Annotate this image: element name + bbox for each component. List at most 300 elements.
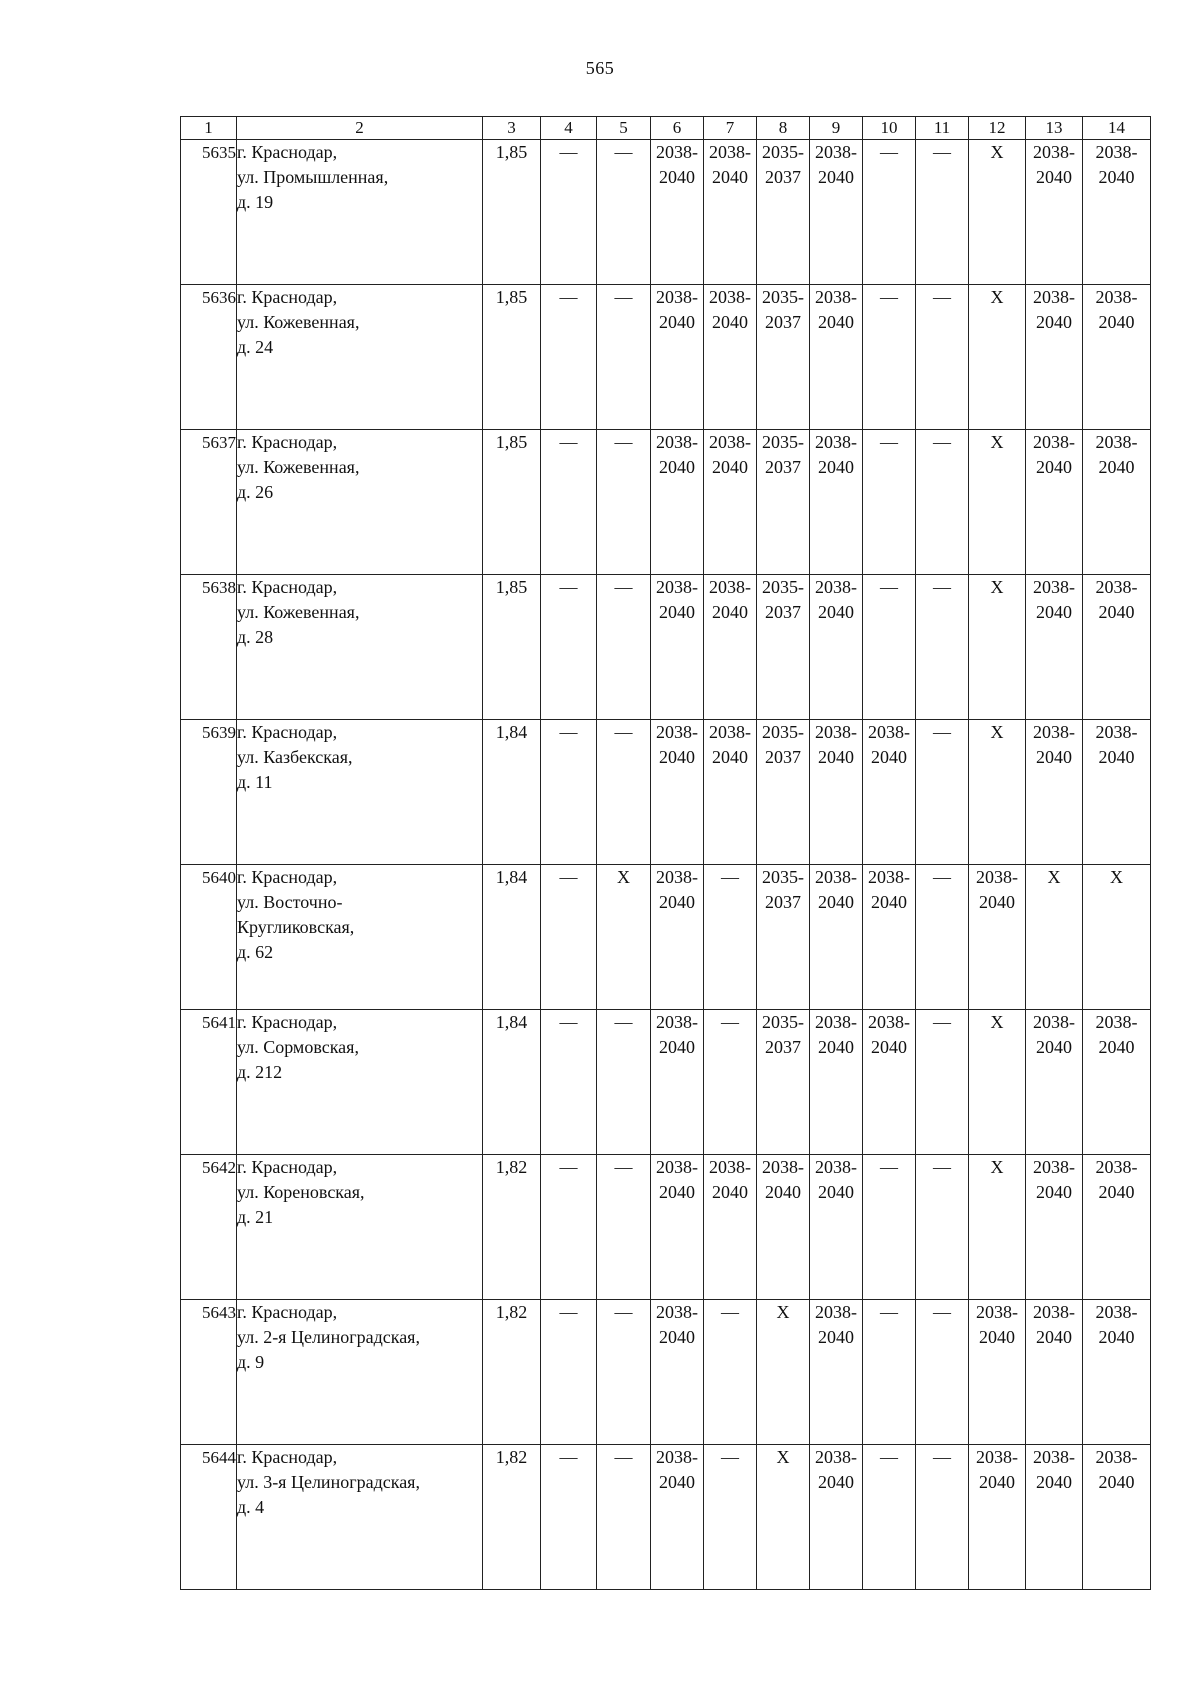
cell-line: 2040 <box>765 1182 801 1202</box>
cell-line: 2038- <box>1033 1012 1075 1032</box>
cell-line: 2040 <box>1098 167 1135 187</box>
address-line: ул. Кореновская, <box>237 1182 365 1202</box>
cell-col-10: — <box>863 140 916 285</box>
cell-col-12: Х <box>969 575 1026 720</box>
cell-line: 2040 <box>1098 1327 1135 1347</box>
cell-col-10 <box>863 1010 916 1155</box>
column-header: 10 <box>863 117 916 140</box>
cell-col-7 <box>704 430 757 575</box>
cell-line: 2040 <box>818 602 854 622</box>
cell-line: 2040 <box>659 457 695 477</box>
cell-col-8: Х <box>757 1300 810 1445</box>
cell-line: 2040 <box>659 1327 695 1347</box>
cell-col-8 <box>757 1010 810 1155</box>
cell-col-5: — <box>597 285 651 430</box>
cell-line: 2038- <box>656 1157 698 1177</box>
cell-col-13 <box>1026 140 1083 285</box>
cell-col-3: 1,84 <box>483 865 541 1010</box>
address-line: г. Краснодар, <box>237 432 338 452</box>
cell-col-12 <box>969 1445 1026 1590</box>
cell-line: 2040 <box>712 167 748 187</box>
cell-col-5: — <box>597 1155 651 1300</box>
cell-col-11: — <box>916 720 969 865</box>
cell-line: 2040 <box>712 1182 748 1202</box>
cell-line: 2035- <box>762 867 804 887</box>
cell-col-5: — <box>597 140 651 285</box>
address-cell <box>237 720 483 865</box>
cell-col-10: — <box>863 1155 916 1300</box>
cell-line: 2040 <box>712 457 748 477</box>
cell-col-5: — <box>597 720 651 865</box>
cell-line: 2035- <box>762 432 804 452</box>
cell-line: 2038- <box>1095 432 1138 452</box>
address-cell <box>237 575 483 720</box>
cell-col-5: — <box>597 1300 651 1445</box>
cell-col-13 <box>1026 720 1083 865</box>
cell-col-14 <box>1083 1010 1151 1155</box>
cell-col-5: — <box>597 430 651 575</box>
cell-col-14 <box>1083 575 1151 720</box>
cell-col-5: Х <box>597 865 651 1010</box>
cell-col-7 <box>704 140 757 285</box>
table-row <box>181 430 1151 575</box>
cell-line: 2038- <box>709 287 751 307</box>
column-header: 9 <box>810 117 863 140</box>
cell-col-5: — <box>597 1445 651 1590</box>
address-cell <box>237 1300 483 1445</box>
cell-line: 2038- <box>815 577 857 597</box>
cell-col-14 <box>1083 430 1151 575</box>
row-number: 5637 <box>181 430 237 575</box>
cell-line: 2040 <box>1036 602 1072 622</box>
address-line: ул. Казбекская, <box>237 747 353 767</box>
address-line: д. 11 <box>237 772 273 792</box>
address-line: ул. Восточно- <box>237 892 343 912</box>
cell-col-3: 1,84 <box>483 720 541 865</box>
cell-col-4: — <box>541 285 597 430</box>
address-line: д. 4 <box>237 1497 265 1517</box>
cell-line: 2035- <box>762 142 804 162</box>
cell-line: 2040 <box>1036 1037 1072 1057</box>
table-row <box>181 865 1151 1010</box>
cell-line: 2040 <box>659 747 695 767</box>
column-header: 4 <box>541 117 597 140</box>
cell-line: 2040 <box>818 1472 854 1492</box>
cell-col-7 <box>704 575 757 720</box>
cell-col-9 <box>810 285 863 430</box>
address-line: д. 19 <box>237 192 274 212</box>
address-cell <box>237 285 483 430</box>
cell-line: 2040 <box>1098 747 1135 767</box>
cell-col-8 <box>757 1155 810 1300</box>
cell-line: 2038- <box>1095 1447 1138 1467</box>
cell-col-11: — <box>916 430 969 575</box>
cell-line: 2040 <box>1036 167 1072 187</box>
cell-line: 2040 <box>1098 312 1135 332</box>
column-header: 8 <box>757 117 810 140</box>
table-row <box>181 1445 1151 1590</box>
cell-col-14 <box>1083 1445 1151 1590</box>
cell-col-7 <box>704 1155 757 1300</box>
cell-col-9 <box>810 720 863 865</box>
cell-line: 2038- <box>656 287 698 307</box>
cell-col-9 <box>810 1445 863 1590</box>
cell-col-10: — <box>863 575 916 720</box>
cell-col-6 <box>651 1155 704 1300</box>
cell-col-9 <box>810 1155 863 1300</box>
cell-line: 2037 <box>765 1037 801 1057</box>
cell-line: 2038- <box>815 1157 857 1177</box>
cell-col-6 <box>651 720 704 865</box>
column-header: 3 <box>483 117 541 140</box>
cell-line: 2038- <box>709 577 751 597</box>
cell-col-7 <box>704 285 757 430</box>
cell-col-10: — <box>863 285 916 430</box>
cell-col-9 <box>810 1300 863 1445</box>
cell-col-6 <box>651 1010 704 1155</box>
cell-line: 2038- <box>868 722 910 742</box>
table-row <box>181 720 1151 865</box>
address-line: ул. Кожевенная, <box>237 312 360 332</box>
cell-line: 2038- <box>868 867 910 887</box>
address-line: г. Краснодар, <box>237 722 338 742</box>
cell-line: 2037 <box>765 167 801 187</box>
cell-line: 2040 <box>871 1037 907 1057</box>
address-line: ул. Промышленная, <box>237 167 389 187</box>
cell-col-13 <box>1026 285 1083 430</box>
column-header: 5 <box>597 117 651 140</box>
cell-line: 2038- <box>709 1157 751 1177</box>
cell-line: 2038- <box>1033 1447 1075 1467</box>
cell-line: 2040 <box>659 1472 695 1492</box>
cell-col-6 <box>651 865 704 1010</box>
row-number: 5641 <box>181 1010 237 1155</box>
cell-col-9 <box>810 430 863 575</box>
column-header: 13 <box>1026 117 1083 140</box>
cell-col-6 <box>651 430 704 575</box>
cell-line: 2040 <box>1036 312 1072 332</box>
cell-col-4: — <box>541 1010 597 1155</box>
cell-line: 2038- <box>868 1012 910 1032</box>
cell-col-4: — <box>541 1300 597 1445</box>
address-line: г. Краснодар, <box>237 1447 338 1467</box>
cell-line: 2038- <box>1033 577 1075 597</box>
row-number: 5635 <box>181 140 237 285</box>
cell-line: 2040 <box>818 1182 854 1202</box>
cell-line: 2040 <box>659 312 695 332</box>
cell-line: 2040 <box>712 602 748 622</box>
cell-col-12 <box>969 865 1026 1010</box>
cell-col-8 <box>757 430 810 575</box>
cell-line: 2038- <box>815 142 857 162</box>
cell-col-9 <box>810 140 863 285</box>
address-line: г. Краснодар, <box>237 1157 338 1177</box>
address-line: г. Краснодар, <box>237 577 338 597</box>
cell-col-9 <box>810 865 863 1010</box>
cell-col-9 <box>810 575 863 720</box>
address-cell <box>237 140 483 285</box>
cell-col-11: — <box>916 1300 969 1445</box>
address-cell <box>237 1445 483 1590</box>
cell-line: 2038- <box>1095 142 1138 162</box>
cell-col-13 <box>1026 1445 1083 1590</box>
cell-line: 2038- <box>1033 142 1075 162</box>
cell-line: 2040 <box>1036 1472 1072 1492</box>
address-line: ул. 3-я Целиноградская, <box>237 1472 420 1492</box>
cell-line: 2038- <box>656 1447 698 1467</box>
cell-col-4: — <box>541 575 597 720</box>
cell-line: 2038- <box>656 722 698 742</box>
cell-col-4: — <box>541 720 597 865</box>
cell-col-10 <box>863 720 916 865</box>
address-line: ул. Кожевенная, <box>237 602 360 622</box>
cell-line: 2038- <box>815 432 857 452</box>
cell-col-3: 1,85 <box>483 140 541 285</box>
row-number: 5639 <box>181 720 237 865</box>
column-header: 12 <box>969 117 1026 140</box>
row-number: 5640 <box>181 865 237 1010</box>
cell-line: 2038- <box>1095 1157 1138 1177</box>
table-row <box>181 1155 1151 1300</box>
cell-line: 2038- <box>709 722 751 742</box>
cell-line: 2040 <box>1098 1182 1135 1202</box>
cell-line: 2040 <box>818 892 854 912</box>
address-line: ул. Сормовская, <box>237 1037 359 1057</box>
table-row <box>181 575 1151 720</box>
table-header <box>181 117 1151 140</box>
address-line: г. Краснодар, <box>237 1012 338 1032</box>
cell-line: 2035- <box>762 577 804 597</box>
cell-line: 2035- <box>762 287 804 307</box>
cell-col-8 <box>757 285 810 430</box>
cell-line: 2040 <box>1098 602 1135 622</box>
cell-col-14 <box>1083 285 1151 430</box>
address-line: г. Краснодар, <box>237 867 338 887</box>
cell-col-10: — <box>863 1445 916 1590</box>
address-line: д. 24 <box>237 337 274 357</box>
address-cell <box>237 865 483 1010</box>
cell-line: 2038- <box>656 1302 698 1322</box>
table-row <box>181 1300 1151 1445</box>
cell-line: 2040 <box>659 1037 695 1057</box>
cell-col-10 <box>863 865 916 1010</box>
cell-line: 2037 <box>765 457 801 477</box>
cell-line: 2040 <box>818 312 854 332</box>
cell-line: 2040 <box>712 312 748 332</box>
cell-line: 2040 <box>712 747 748 767</box>
cell-line: 2038- <box>976 1302 1018 1322</box>
column-header: 11 <box>916 117 969 140</box>
cell-col-14 <box>1083 720 1151 865</box>
cell-col-7: — <box>704 865 757 1010</box>
cell-line: 2040 <box>1098 1037 1135 1057</box>
column-header: 1 <box>181 117 237 140</box>
cell-col-11: — <box>916 1445 969 1590</box>
address-line: г. Краснодар, <box>237 287 338 307</box>
cell-line: 2040 <box>818 1327 854 1347</box>
cell-col-12: Х <box>969 430 1026 575</box>
cell-col-11: — <box>916 285 969 430</box>
cell-col-3: 1,84 <box>483 1010 541 1155</box>
row-number: 5643 <box>181 1300 237 1445</box>
cell-col-12: Х <box>969 285 1026 430</box>
cell-line: 2035- <box>762 722 804 742</box>
cell-line: 2040 <box>818 1037 854 1057</box>
address-line: г. Краснодар, <box>237 1302 338 1322</box>
cell-line: 2040 <box>818 747 854 767</box>
cell-col-11: — <box>916 575 969 720</box>
address-line: д. 62 <box>237 942 274 962</box>
address-cell <box>237 1010 483 1155</box>
cell-line: 2040 <box>871 747 907 767</box>
column-header: 7 <box>704 117 757 140</box>
cell-line: 2038- <box>815 1012 857 1032</box>
row-number: 5642 <box>181 1155 237 1300</box>
cell-col-4: — <box>541 865 597 1010</box>
column-header: 6 <box>651 117 704 140</box>
cell-line: 2040 <box>979 1327 1015 1347</box>
cell-line: 2038- <box>656 1012 698 1032</box>
address-line: д. 21 <box>237 1207 274 1227</box>
cell-col-12: Х <box>969 720 1026 865</box>
cell-col-11: — <box>916 1155 969 1300</box>
address-cell <box>237 430 483 575</box>
page-number: 565 <box>585 58 615 78</box>
table-row <box>181 140 1151 285</box>
cell-line: 2038- <box>656 432 698 452</box>
cell-line: 2038- <box>1095 287 1138 307</box>
row-number: 5644 <box>181 1445 237 1590</box>
cell-col-3: 1,85 <box>483 575 541 720</box>
registry-table <box>180 116 1151 1590</box>
cell-col-4: — <box>541 140 597 285</box>
address-line: д. 9 <box>237 1352 265 1372</box>
table-row <box>181 1010 1151 1155</box>
table-row <box>181 285 1151 430</box>
cell-line: 2038- <box>1033 722 1075 742</box>
cell-line: 2040 <box>659 602 695 622</box>
header-row <box>181 117 1151 140</box>
cell-col-11: — <box>916 1010 969 1155</box>
cell-col-8 <box>757 720 810 865</box>
cell-line: 2037 <box>765 747 801 767</box>
cell-line: 2038- <box>656 577 698 597</box>
cell-line: 2038- <box>762 1157 804 1177</box>
cell-col-4: — <box>541 430 597 575</box>
column-header: 14 <box>1083 117 1151 140</box>
cell-col-11: — <box>916 140 969 285</box>
cell-line: 2038- <box>1095 577 1138 597</box>
cell-line: 2040 <box>659 892 695 912</box>
address-line: ул. Кожевенная, <box>237 457 360 477</box>
cell-line: 2038- <box>656 867 698 887</box>
cell-col-6 <box>651 1300 704 1445</box>
cell-line: 2040 <box>818 167 854 187</box>
cell-col-6 <box>651 285 704 430</box>
cell-line: 2040 <box>1036 747 1072 767</box>
address-line: д. 28 <box>237 627 274 647</box>
cell-col-3: 1,85 <box>483 285 541 430</box>
cell-line: 2037 <box>765 312 801 332</box>
cell-line: 2037 <box>765 602 801 622</box>
cell-line: 2035- <box>762 1012 804 1032</box>
cell-col-7 <box>704 720 757 865</box>
cell-col-7: — <box>704 1445 757 1590</box>
cell-line: 2038- <box>709 142 751 162</box>
cell-col-8 <box>757 140 810 285</box>
cell-col-6 <box>651 575 704 720</box>
cell-line: 2040 <box>1036 1182 1072 1202</box>
cell-col-11: — <box>916 865 969 1010</box>
cell-line: 2040 <box>818 457 854 477</box>
cell-col-13: Х <box>1026 865 1083 1010</box>
cell-col-13 <box>1026 575 1083 720</box>
cell-col-8 <box>757 865 810 1010</box>
cell-line: 2040 <box>659 1182 695 1202</box>
cell-col-4: — <box>541 1445 597 1590</box>
cell-col-6 <box>651 140 704 285</box>
cell-col-12: Х <box>969 1155 1026 1300</box>
cell-col-8: Х <box>757 1445 810 1590</box>
cell-col-13 <box>1026 1300 1083 1445</box>
cell-line: 2038- <box>815 722 857 742</box>
cell-col-10: — <box>863 1300 916 1445</box>
cell-col-10: — <box>863 430 916 575</box>
address-cell <box>237 1155 483 1300</box>
cell-line: 2038- <box>1033 432 1075 452</box>
cell-col-12: Х <box>969 140 1026 285</box>
cell-line: 2040 <box>1098 457 1135 477</box>
cell-line: 2038- <box>656 142 698 162</box>
cell-col-3: 1,82 <box>483 1155 541 1300</box>
cell-line: 2038- <box>1033 1157 1075 1177</box>
cell-col-13 <box>1026 1010 1083 1155</box>
cell-line: 2040 <box>1036 457 1072 477</box>
address-line: г. Краснодар, <box>237 142 338 162</box>
cell-col-3: 1,85 <box>483 430 541 575</box>
cell-line: 2038- <box>1095 1302 1138 1322</box>
cell-col-3: 1,82 <box>483 1445 541 1590</box>
cell-col-5: — <box>597 1010 651 1155</box>
cell-col-8 <box>757 575 810 720</box>
cell-col-6 <box>651 1445 704 1590</box>
cell-col-14 <box>1083 1300 1151 1445</box>
cell-col-12: Х <box>969 1010 1026 1155</box>
cell-line: 2038- <box>1095 1012 1138 1032</box>
cell-line: 2040 <box>871 892 907 912</box>
cell-col-13 <box>1026 430 1083 575</box>
cell-line: 2037 <box>765 892 801 912</box>
cell-line: 2038- <box>1095 722 1138 742</box>
cell-col-7: — <box>704 1010 757 1155</box>
cell-line: 2040 <box>659 167 695 187</box>
row-number: 5636 <box>181 285 237 430</box>
column-header: 2 <box>237 117 483 140</box>
cell-line: 2038- <box>815 1302 857 1322</box>
cell-line: 2040 <box>1036 1327 1072 1347</box>
cell-line: 2038- <box>815 287 857 307</box>
cell-line: 2040 <box>979 892 1015 912</box>
cell-col-4: — <box>541 1155 597 1300</box>
address-line: д. 26 <box>237 482 274 502</box>
cell-line: 2038- <box>709 432 751 452</box>
cell-col-13 <box>1026 1155 1083 1300</box>
cell-line: 2038- <box>1033 1302 1075 1322</box>
table-body <box>181 140 1151 1590</box>
cell-col-14 <box>1083 1155 1151 1300</box>
cell-line: 2040 <box>1098 1472 1135 1492</box>
cell-line: 2038- <box>976 1447 1018 1467</box>
